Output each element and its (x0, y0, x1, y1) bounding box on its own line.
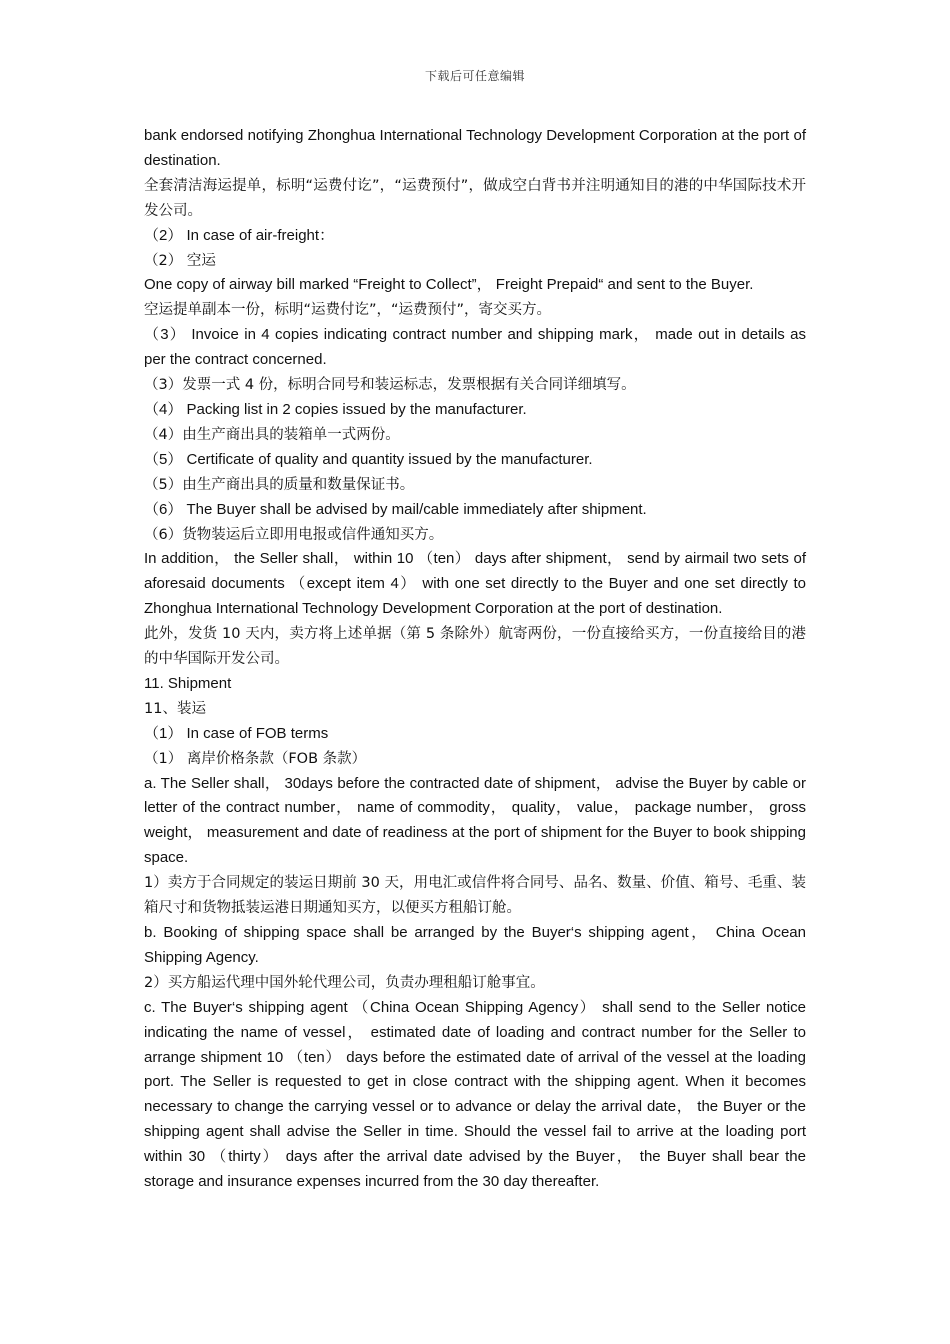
paragraph-certificate-cn: （5）由生产商出具的质量和数量保证书。 (144, 476, 415, 493)
page-header: 下载后可任意编辑 (424, 69, 525, 83)
paragraph-airway-bill-cn: 空运提单副本一份，标明“运费付讫”，“运费预付”，寄交买方。 (144, 302, 552, 319)
paragraph-item-a-en: a. The Seller shall， 30days before the contracted date of shipment， advise the Buyer by cable or letter of the contract number， name of commodity， quality， value， package number， gross weight， measurement and date of readiness at the port of shipment for the Buyer to book shipping space. (144, 774, 806, 867)
paragraph-item-b-cn: 2）买方船运代理中国外轮代理公司，负责办理租船订舱事宜。 (144, 974, 545, 991)
paragraph-invoice-cn: （3）发票一式 4 份，标明合同号和装运标志，发票根据有关合同详细填写。 (144, 377, 636, 394)
paragraph-invoice-en: （3） Invoice in 4 copies indicating contract number and shipping mark， made out in details as per the contract concerned. (144, 326, 806, 369)
paragraph-item-a-cn: 1）卖方于合同规定的装运日期前 30 天，用电汇或信件将合同号、品名、数量、价值、箱号、毛重、装箱尺寸和货物抵装运港日期通知买方，以便买方租船订舱。 (144, 875, 806, 917)
paragraph-bill-of-lading-cn: 全套清洁海运提单，标明“运费付讫”，“运费预付”，做成空白背书并注明通知目的港的中华国际技术开发公司。 (144, 177, 806, 219)
paragraph-in-addition-en: In addition， the Seller shall， within 10 （ten） days after shipment， send by airmail two sets of aforesaid documents （except item 4） with one set directly to the Buyer and one set directly to Zhonghua International Technology Development Corporation at the port of destination. (144, 550, 806, 618)
paragraph-item-c-en: c. The Buyer‘s shipping agent （China Ocean Shipping Agency） shall send to the Seller notice indicating the name of vessel， estimated date of loading and contract number for the Seller to arrange shipment 10 （ten） days before the estimated date of arrival of the vessel at the loading port. The Seller is requested to get in close contract with the shipping agent. When it becomes necessary to change the carrying vessel or to advance or delay the arrival date， the Buyer or the shipping agent shall advise the Seller in time. Should the vessel fail to arrive at the loading port within 30 （thirty） days after the arrival date advised by the Buyer， the Buyer shall bear the storage and insurance expenses incurred from the 30 day thereafter. (144, 998, 806, 1191)
paragraph-bill-of-lading-en: bank endorsed notifying Zhonghua International Technology Development Corporation at the port of destination. (144, 127, 806, 169)
section-heading-shipment-cn: 11、装运 (144, 700, 206, 717)
paragraph-certificate-en: （5） Certificate of quality and quantity issued by the manufacturer. (144, 450, 593, 468)
section-heading-shipment-en: 11. Shipment (144, 674, 232, 692)
paragraph-advice-cn: （6）货物装运后立即用电报或信件通知买方。 (144, 526, 444, 543)
paragraph-packing-list-en: （4） Packing list in 2 copies issued by the manufacturer. (144, 400, 527, 418)
paragraph-airway-bill-en: One copy of airway bill marked “Freight to Collect”， Freight Prepaid“ and sent to the Buyer. (144, 276, 754, 294)
paragraph-air-freight-cn: （2） 空运 (144, 252, 216, 269)
paragraph-packing-list-cn: （4）由生产商出具的装箱单一式两份。 (144, 426, 400, 443)
paragraph-in-addition-cn: 此外，发货 10 天内，卖方将上述单据（第 5 条除外）航寄两份，一份直接给买方，一份直接给目的港的中华国际开发公司。 (144, 626, 806, 668)
paragraph-fob-terms-cn: （1） 离岸价格条款（FOB 条款） (144, 750, 367, 767)
document-body (144, 124, 806, 1195)
paragraph-item-b-en: b. Booking of shipping space shall be arranged by the Buyer‘s shipping agent， China Ocean Shipping Agency. (144, 924, 806, 966)
paragraph-air-freight-en: （2） In case of air-freight： (144, 226, 335, 244)
paragraph-advice-en: （6） The Buyer shall be advised by mail/cable immediately after shipment. (144, 500, 647, 518)
paragraph-fob-terms-en: （1） In case of FOB terms (144, 724, 329, 742)
